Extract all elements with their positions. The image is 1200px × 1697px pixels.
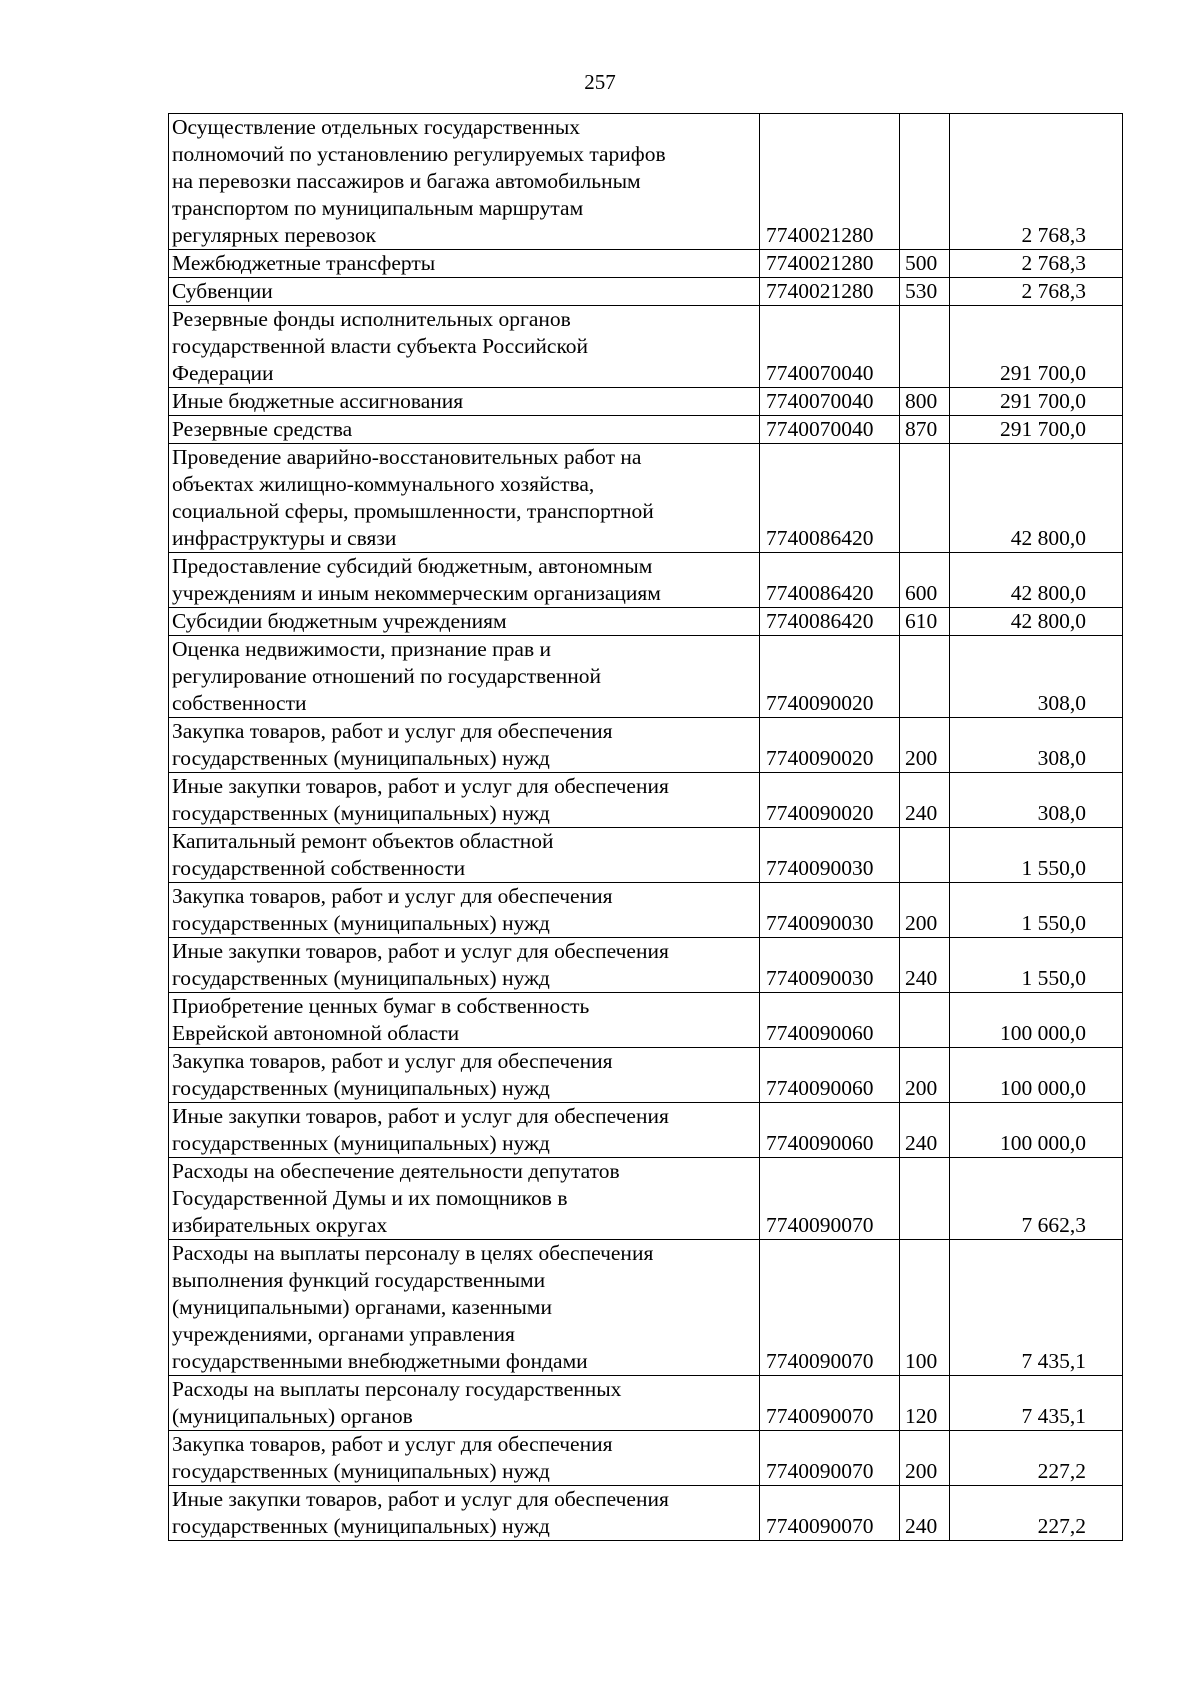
expense-name-cell: Иные закупки товаров, работ и услуг для обеспечения государственных (муниципальных) нужд — [169, 1486, 760, 1541]
target-code-cell: 7740090020 — [760, 773, 900, 828]
table-row — [169, 114, 1123, 250]
amount-cell: 42 800,0 — [950, 608, 1123, 636]
expense-name-cell: Закупка товаров, работ и услуг для обеспечения государственных (муниципальных) нужд — [169, 883, 760, 938]
expense-name-cell: Резервные средства — [169, 416, 760, 444]
table-row — [169, 416, 1123, 444]
amount-cell: 227,2 — [950, 1431, 1123, 1486]
amount-cell: 291 700,0 — [950, 416, 1123, 444]
amount-cell: 100 000,0 — [950, 1103, 1123, 1158]
expense-name-cell: Закупка товаров, работ и услуг для обеспечения государственных (муниципальных) нужд — [169, 1431, 760, 1486]
target-code-cell: 7740090030 — [760, 883, 900, 938]
amount-cell: 100 000,0 — [950, 993, 1123, 1048]
amount-cell: 7 662,3 — [950, 1158, 1123, 1240]
table-body — [169, 114, 1123, 1541]
page-number: 257 — [584, 70, 616, 94]
table-row — [169, 608, 1123, 636]
target-code-cell: 7740090030 — [760, 938, 900, 993]
table-row — [169, 636, 1123, 718]
expense-name-cell: Закупка товаров, работ и услуг для обеспечения государственных (муниципальных) нужд — [169, 1048, 760, 1103]
table-row — [169, 773, 1123, 828]
target-code-cell: 7740021280 — [760, 114, 900, 250]
table-row — [169, 1431, 1123, 1486]
target-code-cell: 7740086420 — [760, 444, 900, 553]
amount-cell: 42 800,0 — [950, 444, 1123, 553]
expense-type-cell — [900, 444, 950, 553]
expense-name-cell: Предоставление субсидий бюджетным, автономным учреждениям и иным некоммерческим организациям — [169, 553, 760, 608]
amount-cell: 2 768,3 — [950, 250, 1123, 278]
expense-name-cell: Иные бюджетные ассигнования — [169, 388, 760, 416]
expense-name-cell: Оценка недвижимости, признание прав и регулирование отношений по государственной собственности — [169, 636, 760, 718]
target-code-cell: 7740070040 — [760, 388, 900, 416]
target-code-cell: 7740070040 — [760, 306, 900, 388]
target-code-cell: 7740090060 — [760, 1103, 900, 1158]
expense-type-cell — [900, 993, 950, 1048]
target-code-cell: 7740086420 — [760, 553, 900, 608]
expense-name-cell: Иные закупки товаров, работ и услуг для обеспечения государственных (муниципальных) нужд — [169, 773, 760, 828]
table-row — [169, 1376, 1123, 1431]
table-row — [169, 1103, 1123, 1158]
table-row — [169, 828, 1123, 883]
amount-cell: 2 768,3 — [950, 278, 1123, 306]
amount-cell: 1 550,0 — [950, 883, 1123, 938]
expense-type-cell: 200 — [900, 1431, 950, 1486]
amount-cell: 2 768,3 — [950, 114, 1123, 250]
expense-type-cell: 500 — [900, 250, 950, 278]
amount-cell: 42 800,0 — [950, 553, 1123, 608]
expense-name-cell: Проведение аварийно-восстановительных работ на объектах жилищно-коммунального хозяйства, социальной сферы, промышленности, транспортной инфраструктуры и связи — [169, 444, 760, 553]
amount-cell: 1 550,0 — [950, 938, 1123, 993]
target-code-cell: 7740090030 — [760, 828, 900, 883]
target-code-cell: 7740090070 — [760, 1240, 900, 1376]
amount-cell: 7 435,1 — [950, 1240, 1123, 1376]
target-code-cell: 7740090060 — [760, 1048, 900, 1103]
budget-table — [168, 113, 1123, 1541]
table-row — [169, 993, 1123, 1048]
expense-type-cell: 120 — [900, 1376, 950, 1431]
expense-type-cell: 100 — [900, 1240, 950, 1376]
expense-name-cell: Осуществление отдельных государственных полномочий по установлению регулируемых тарифов на перевозки пассажиров и багажа автомобильным транспортом по муниципальным маршрутам регулярных перевозок — [169, 114, 760, 250]
expense-name-cell: Иные закупки товаров, работ и услуг для обеспечения государственных (муниципальных) нужд — [169, 938, 760, 993]
expense-type-cell: 200 — [900, 883, 950, 938]
expense-type-cell: 240 — [900, 1103, 950, 1158]
expense-name-cell: Капитальный ремонт объектов областной государственной собственности — [169, 828, 760, 883]
expense-name-cell: Субвенции — [169, 278, 760, 306]
expense-type-cell — [900, 1158, 950, 1240]
target-code-cell: 7740090070 — [760, 1376, 900, 1431]
expense-type-cell: 870 — [900, 416, 950, 444]
expense-name-cell: Межбюджетные трансферты — [169, 250, 760, 278]
target-code-cell: 7740090060 — [760, 993, 900, 1048]
expense-type-cell: 610 — [900, 608, 950, 636]
amount-cell: 291 700,0 — [950, 306, 1123, 388]
target-code-cell: 7740021280 — [760, 278, 900, 306]
target-code-cell: 7740086420 — [760, 608, 900, 636]
expense-type-cell: 200 — [900, 718, 950, 773]
amount-cell: 227,2 — [950, 1486, 1123, 1541]
expense-name-cell: Расходы на выплаты персоналу в целях обеспечения выполнения функций государственными (муниципальными) органами, казенными учреждениями, органами управления государственными внебюджетными фондами — [169, 1240, 760, 1376]
amount-cell: 7 435,1 — [950, 1376, 1123, 1431]
table-row — [169, 1486, 1123, 1541]
table-row — [169, 883, 1123, 938]
target-code-cell: 7740090020 — [760, 636, 900, 718]
amount-cell: 291 700,0 — [950, 388, 1123, 416]
target-code-cell: 7740090070 — [760, 1158, 900, 1240]
expense-name-cell: Расходы на обеспечение деятельности депутатов Государственной Думы и их помощников в избирательных округах — [169, 1158, 760, 1240]
table-row — [169, 1158, 1123, 1240]
table-row — [169, 388, 1123, 416]
amount-cell: 100 000,0 — [950, 1048, 1123, 1103]
target-code-cell: 7740090070 — [760, 1486, 900, 1541]
table-row — [169, 306, 1123, 388]
table-row — [169, 278, 1123, 306]
table-row — [169, 553, 1123, 608]
target-code-cell: 7740070040 — [760, 416, 900, 444]
expense-type-cell — [900, 114, 950, 250]
expense-type-cell — [900, 636, 950, 718]
expense-name-cell: Закупка товаров, работ и услуг для обеспечения государственных (муниципальных) нужд — [169, 718, 760, 773]
table-row — [169, 250, 1123, 278]
expense-type-cell — [900, 828, 950, 883]
expense-type-cell — [900, 306, 950, 388]
amount-cell: 308,0 — [950, 773, 1123, 828]
table-row — [169, 444, 1123, 553]
expense-type-cell: 600 — [900, 553, 950, 608]
expense-name-cell: Расходы на выплаты персоналу государственных (муниципальных) органов — [169, 1376, 760, 1431]
expense-type-cell: 240 — [900, 773, 950, 828]
expense-type-cell: 800 — [900, 388, 950, 416]
target-code-cell: 7740090020 — [760, 718, 900, 773]
table-row — [169, 718, 1123, 773]
target-code-cell: 7740090070 — [760, 1431, 900, 1486]
table-row — [169, 938, 1123, 993]
table-row — [169, 1048, 1123, 1103]
amount-cell: 1 550,0 — [950, 828, 1123, 883]
expense-type-cell: 200 — [900, 1048, 950, 1103]
expense-name-cell: Приобретение ценных бумаг в собственность Еврейской автономной области — [169, 993, 760, 1048]
table-row — [169, 1240, 1123, 1376]
expense-name-cell: Иные закупки товаров, работ и услуг для обеспечения государственных (муниципальных) нужд — [169, 1103, 760, 1158]
target-code-cell: 7740021280 — [760, 250, 900, 278]
amount-cell: 308,0 — [950, 636, 1123, 718]
expense-type-cell: 530 — [900, 278, 950, 306]
expense-name-cell: Субсидии бюджетным учреждениям — [169, 608, 760, 636]
expense-type-cell: 240 — [900, 1486, 950, 1541]
amount-cell: 308,0 — [950, 718, 1123, 773]
expense-type-cell: 240 — [900, 938, 950, 993]
expense-name-cell: Резервные фонды исполнительных органов государственной власти субъекта Российской Федерации — [169, 306, 760, 388]
